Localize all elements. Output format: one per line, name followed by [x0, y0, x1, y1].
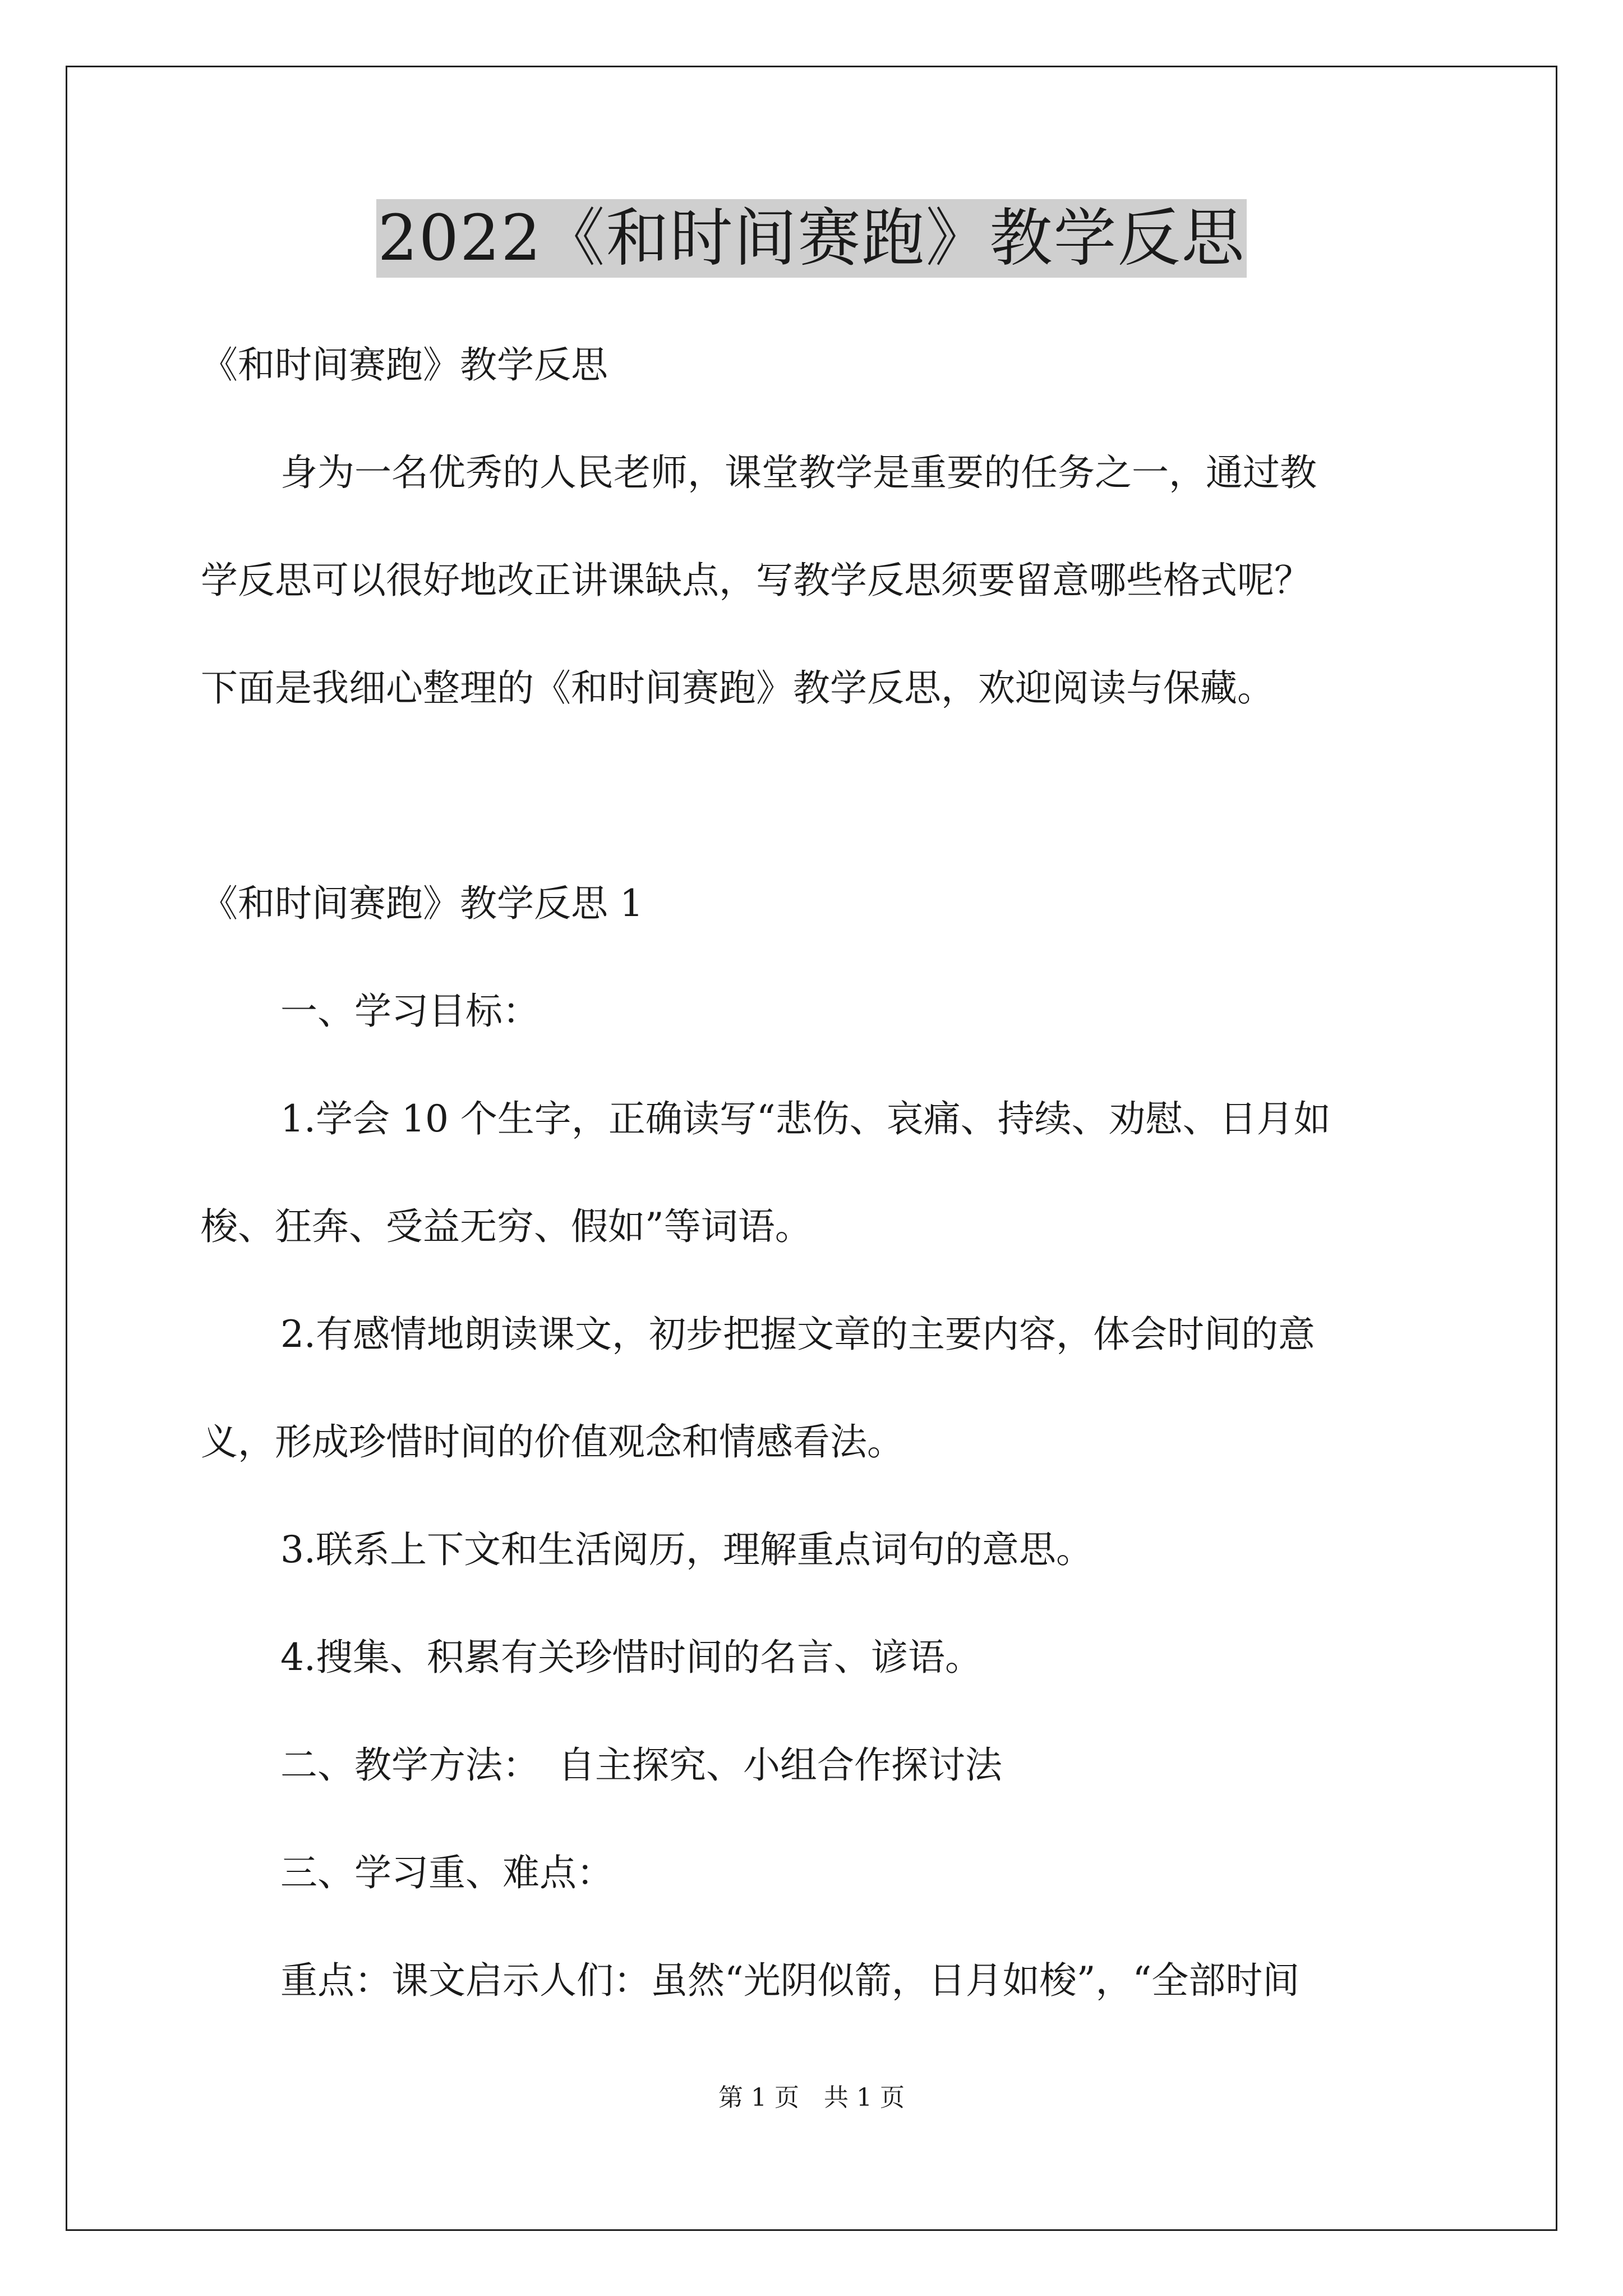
body-line: 4.搜集、积累有关珍惜时间的名言、谚语。: [280, 1636, 982, 1679]
body-line: 义，形成珍惜时间的价值观念和情感看法。: [201, 1420, 904, 1464]
body-line: 2.有感情地朗读课文，初步把握文章的主要内容，体会时间的意: [280, 1313, 1315, 1356]
intro-line: 下面是我细心整理的《和时间赛跑》教学反思，欢迎阅读与保藏。: [201, 666, 1274, 710]
body-line: 重点：课文启示人们：虽然“光阴似箭，日月如梭”，“全部时间: [280, 1959, 1300, 2002]
body-line: 3.联系上下文和生活阅历，理解重点词句的意思。: [280, 1528, 1093, 1571]
body-line: 梭、狂奔、受益无穷、假如”等词语。: [201, 1205, 812, 1248]
document-title: 2022《和时间赛跑》教学反思: [376, 199, 1246, 278]
title-container: [0, 199, 1623, 278]
intro-line: 身为一名优秀的人民老师，课堂教学是重要的任务之一，通过教: [280, 451, 1317, 494]
intro-line: 学反思可以很好地改正讲课缺点，写教学反思须要留意哪些格式呢？: [201, 559, 1311, 602]
body-line: 1.学会 10 个生字，正确读写“悲伤、哀痛、持续、劝慰、日月如: [280, 1097, 1331, 1140]
paragraph-gap: [201, 742, 1435, 850]
subtitle: 《和时间赛跑》教学反思: [201, 343, 608, 386]
section-heading: 《和时间赛跑》教学反思 1: [201, 882, 643, 925]
body-line: 三、学习重、难点：: [280, 1851, 614, 1894]
document-body: [201, 311, 1435, 2035]
body-line: 二、教学方法： 自主探究、小组合作探讨法: [280, 1743, 1002, 1787]
body-line: 一、学习目标：: [280, 990, 540, 1033]
page-footer: 第 1 页 共 1 页: [718, 2083, 905, 2112]
